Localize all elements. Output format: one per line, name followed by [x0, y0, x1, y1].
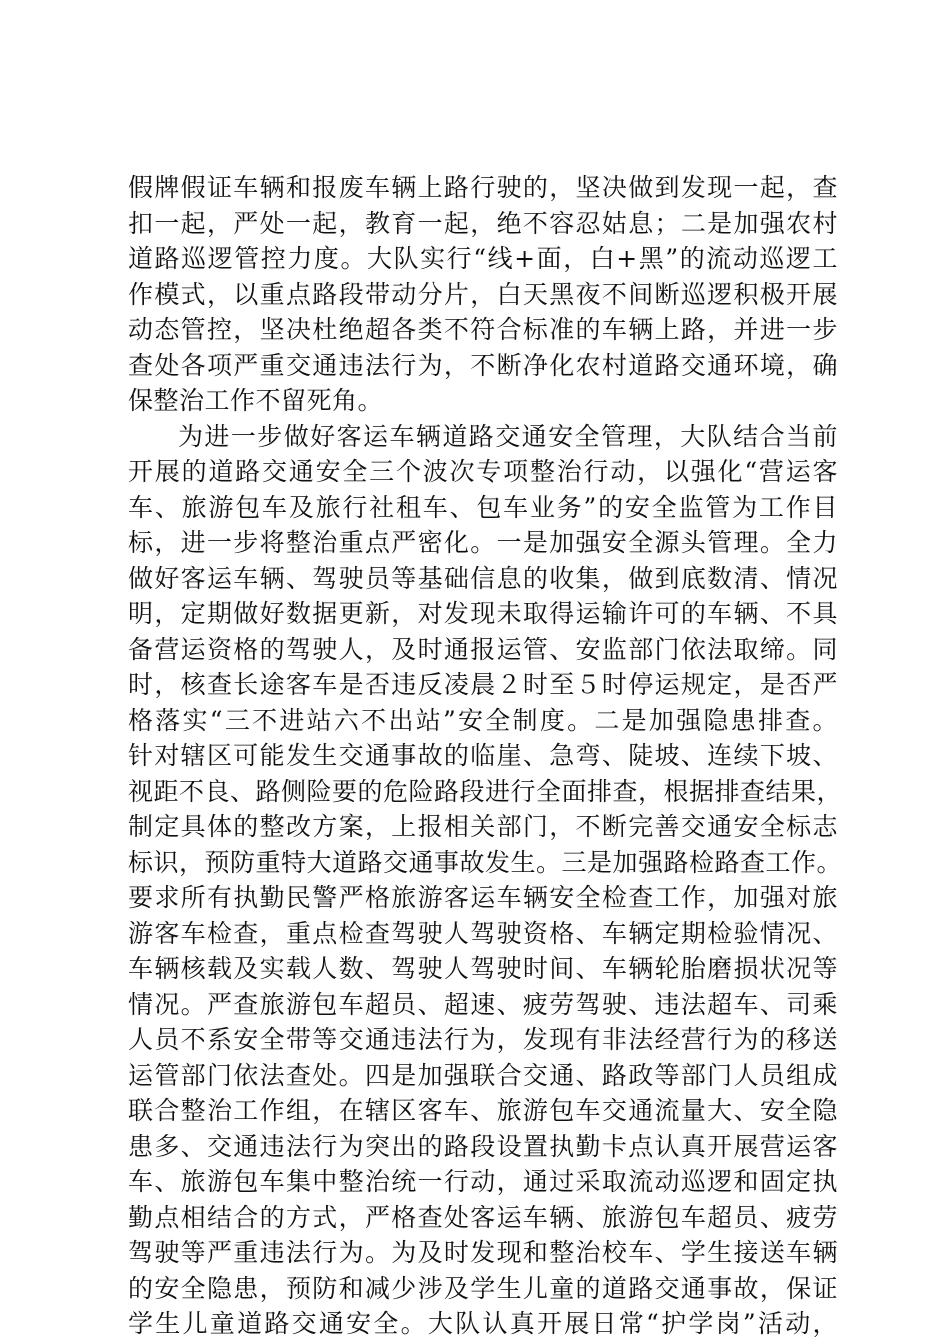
text-line: 驾驶等严重违法行为。为及时发现和整治校车、学生接送车辆 [128, 1238, 838, 1267]
text-line: 车、旅游包车集中整治统一行动，通过采取流动巡逻和固定执 [128, 1167, 838, 1196]
text-line: 联合整治工作组，在辖区客车、旅游包车交通流量大、安全隐 [128, 1096, 838, 1125]
text-line: 学生儿童道路交通安全。大队认真开展日常“护学岗”活动， [128, 1309, 838, 1338]
text-line: 要求所有执勤民警严格旅游客运车辆安全检查工作，加强对旅 [128, 883, 838, 912]
text-line: 情况。严查旅游包车超员、超速、疲劳驾驶、违法超车、司乘 [128, 989, 838, 1019]
text-line: 扣一起，严处一起，教育一起，绝不容忍姑息；二是加强农村 [128, 208, 838, 238]
document-body [128, 170, 843, 1342]
text-line: 明，定期做好数据更新，对发现未取得运输许可的车辆、不具 [128, 599, 838, 628]
text-line: 视距不良、路侧险要的危险路段进行全面排查，根据排查结果， [128, 776, 843, 806]
text-line: 开展的道路交通安全三个波次专项整治行动，以强化“营运客 [128, 457, 838, 486]
text-line: 时，核查长途客车是否违反凌晨２时至５时停运规定，是否严 [128, 670, 838, 699]
text-line: 为进一步做好客运车辆道路交通安全管理，大队结合当前 [178, 421, 838, 451]
text-line: 游客车检查，重点检查驾驶人驾驶资格、车辆定期检验情况、 [128, 918, 838, 948]
text-line: 车辆核载及实载人数、驾驶人驾驶时间、车辆轮胎磨损状况等 [128, 954, 838, 983]
text-line: 格落实“三不进站六不出站”安全制度。二是加强隐患排查。 [128, 705, 838, 735]
text-line: 针对辖区可能发生交通事故的临崖、急弯、陡坡、连续下坡、 [128, 741, 838, 770]
text-line: 人员不系安全带等交通违法行为，发现有非法经营行为的移送 [128, 1025, 838, 1054]
text-line: 标识，预防重特大道路交通事故发生。三是加强路检路查工作。 [128, 847, 843, 877]
text-line: 的安全隐患，预防和减少涉及学生儿童的道路交通事故，保证 [128, 1273, 838, 1303]
text-line: 做好客运车辆、驾驶员等基础信息的收集，做到底数清、情况 [128, 563, 838, 593]
text-line: 假牌假证车辆和报废车辆上路行驶的，坚决做到发现一起，查 [128, 173, 838, 202]
text-line: 查处各项严重交通违法行为，不断净化农村道路交通环境，确 [128, 350, 838, 380]
text-line: 患多、交通违法行为突出的路段设置执勤卡点认真开展营运客 [128, 1131, 838, 1161]
text-line: 勤点相结合的方式，严格查处客运车辆、旅游包车超员、疲劳 [128, 1202, 838, 1232]
text-line: 动态管控，坚决杜绝超各类不符合标准的车辆上路，并进一步 [128, 315, 838, 344]
text-line: 运管部门依法查处。四是加强联合交通、路政等部门人员组成 [128, 1060, 838, 1090]
text-line: 制定具体的整改方案，上报相关部门，不断完善交通安全标志 [128, 812, 838, 841]
text-line: 标，进一步将整治重点严密化。一是加强安全源头管理。全力 [128, 528, 838, 557]
text-line: 备营运资格的驾驶人，及时通报运管、安监部门依法取缔。同 [128, 634, 838, 664]
text-line: 道路巡逻管控力度。大队实行“线+面，白+黑”的流动巡逻工 [128, 244, 838, 273]
text-line: 作模式，以重点路段带动分片，白天黑夜不间断巡逻积极开展 [128, 279, 838, 309]
text-line: 车、旅游包车及旅行社租车、包车业务”的安全监管为工作目 [128, 492, 838, 522]
text-line: 保整治工作不留死角。 [128, 386, 384, 415]
